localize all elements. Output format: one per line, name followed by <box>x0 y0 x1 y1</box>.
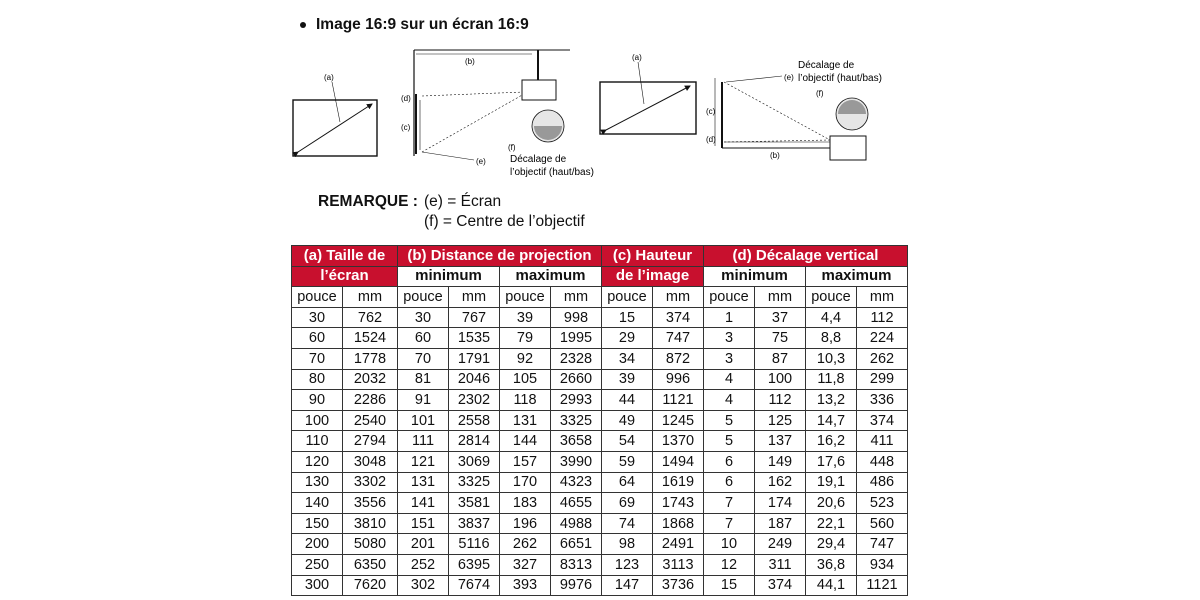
table-cell: 162 <box>755 472 806 493</box>
table-cell: 112 <box>857 307 908 328</box>
table-cell: 110 <box>292 431 343 452</box>
table-cell: 3556 <box>343 493 398 514</box>
table-cell: 170 <box>500 472 551 493</box>
table-row <box>292 369 908 390</box>
table-cell: 150 <box>292 513 343 534</box>
table-cell: 872 <box>653 348 704 369</box>
table-cell: 8,8 <box>806 328 857 349</box>
table-cell: 123 <box>602 554 653 575</box>
table-cell: 2558 <box>449 410 500 431</box>
table-cell: 4 <box>704 390 755 411</box>
table-cell: 302 <box>398 575 449 596</box>
table-cell: 3990 <box>551 451 602 472</box>
table-cell: 81 <box>398 369 449 390</box>
table-cell: 4988 <box>551 513 602 534</box>
table-cell: 20,6 <box>806 493 857 514</box>
label-b: (b) <box>465 57 475 66</box>
table-cell: 5 <box>704 431 755 452</box>
table-cell: 448 <box>857 451 908 472</box>
table-cell: 147 <box>602 575 653 596</box>
table-cell: 3736 <box>653 575 704 596</box>
label-e: (e) <box>784 73 794 82</box>
table-cell: 327 <box>500 554 551 575</box>
table-cell: 2814 <box>449 431 500 452</box>
table-cell: 7 <box>704 513 755 534</box>
table-cell: 262 <box>500 534 551 555</box>
table-cell: 100 <box>292 410 343 431</box>
table-cell: 560 <box>857 513 908 534</box>
table-cell: 1121 <box>653 390 704 411</box>
ceiling-mount-diagram <box>280 44 600 184</box>
table-cell: 131 <box>398 472 449 493</box>
offset-label-line1: Décalage de <box>510 154 567 165</box>
table-cell: 3658 <box>551 431 602 452</box>
table-cell: 196 <box>500 513 551 534</box>
table-cell: 74 <box>602 513 653 534</box>
header-screen-size-2: l’écran <box>292 266 398 287</box>
table-cell: 2032 <box>343 369 398 390</box>
remark-note <box>318 192 585 232</box>
table-cell: 7 <box>704 493 755 514</box>
label-d: (d) <box>401 94 411 103</box>
table-cell: 3113 <box>653 554 704 575</box>
table-cell: 998 <box>551 307 602 328</box>
table-cell: 17,6 <box>806 451 857 472</box>
header-image-height-2: de l’image <box>602 266 704 287</box>
unit-cell: mm <box>343 287 398 308</box>
table-cell: 3325 <box>449 472 500 493</box>
table-cell: 140 <box>292 493 343 514</box>
table-cell: 13,2 <box>806 390 857 411</box>
unit-cell: pouce <box>602 287 653 308</box>
table-cell: 374 <box>653 307 704 328</box>
table-cell: 39 <box>602 369 653 390</box>
table-cell: 3325 <box>551 410 602 431</box>
table-cell: 523 <box>857 493 908 514</box>
table-cell: 112 <box>755 390 806 411</box>
table-cell: 2491 <box>653 534 704 555</box>
remark-line1: (e) = Écran <box>424 193 502 210</box>
table-cell: 4,4 <box>806 307 857 328</box>
table-cell: 336 <box>857 390 908 411</box>
unit-row <box>292 287 908 308</box>
table-cell: 100 <box>755 369 806 390</box>
table-cell: 1121 <box>857 575 908 596</box>
table-cell: 2660 <box>551 369 602 390</box>
table-cell: 30 <box>398 307 449 328</box>
header-screen-size: (a) Taille de <box>292 246 398 267</box>
heading-text: Image 16:9 sur un écran 16:9 <box>316 16 529 33</box>
table-cell: 4655 <box>551 493 602 514</box>
table-cell: 29,4 <box>806 534 857 555</box>
label-d: (d) <box>706 135 716 144</box>
header-offset-max: maximum <box>806 266 908 287</box>
table-cell: 118 <box>500 390 551 411</box>
label-c: (c) <box>706 107 716 116</box>
table-row <box>292 493 908 514</box>
label-c: (c) <box>401 123 411 132</box>
table-cell: 1370 <box>653 431 704 452</box>
table-cell: 2302 <box>449 390 500 411</box>
table-cell: 9976 <box>551 575 602 596</box>
table-cell: 5 <box>704 410 755 431</box>
table-cell: 5116 <box>449 534 500 555</box>
table-cell: 3810 <box>343 513 398 534</box>
table-cell: 6 <box>704 451 755 472</box>
table-cell: 2328 <box>551 348 602 369</box>
table-cell: 91 <box>398 390 449 411</box>
table-cell: 131 <box>500 410 551 431</box>
table-cell: 411 <box>857 431 908 452</box>
offset-label-line2: l’objectif (haut/bas) <box>510 167 594 178</box>
table-cell: 6651 <box>551 534 602 555</box>
table-cell: 393 <box>500 575 551 596</box>
table-cell: 1995 <box>551 328 602 349</box>
table-cell: 311 <box>755 554 806 575</box>
floor-mount-diagram <box>598 44 900 174</box>
table-cell: 79 <box>500 328 551 349</box>
section-heading <box>300 16 529 34</box>
table-row <box>292 451 908 472</box>
table-cell: 1 <box>704 307 755 328</box>
table-cell: 1535 <box>449 328 500 349</box>
table-cell: 92 <box>500 348 551 369</box>
table-cell: 6350 <box>343 554 398 575</box>
table-cell: 2993 <box>551 390 602 411</box>
table-cell: 747 <box>653 328 704 349</box>
table-cell: 4 <box>704 369 755 390</box>
table-cell: 15 <box>602 307 653 328</box>
header-image-height: (c) Hauteur <box>602 246 704 267</box>
table-cell: 37 <box>755 307 806 328</box>
table-cell: 30 <box>292 307 343 328</box>
table-cell: 69 <box>602 493 653 514</box>
label-f: (f) <box>508 143 516 152</box>
header-distance-min: minimum <box>398 266 500 287</box>
table-cell: 1245 <box>653 410 704 431</box>
table-cell: 80 <box>292 369 343 390</box>
table-cell: 105 <box>500 369 551 390</box>
table-cell: 10,3 <box>806 348 857 369</box>
table-cell: 49 <box>602 410 653 431</box>
table-row <box>292 348 908 369</box>
unit-cell: mm <box>857 287 908 308</box>
table-cell: 374 <box>755 575 806 596</box>
table-cell: 11,8 <box>806 369 857 390</box>
unit-cell: pouce <box>398 287 449 308</box>
table-cell: 3837 <box>449 513 500 534</box>
table-row <box>292 472 908 493</box>
unit-cell: pouce <box>500 287 551 308</box>
table-cell: 12 <box>704 554 755 575</box>
table-row <box>292 307 908 328</box>
table-row <box>292 513 908 534</box>
table-cell: 60 <box>292 328 343 349</box>
unit-cell: mm <box>755 287 806 308</box>
unit-cell: mm <box>551 287 602 308</box>
table-cell: 767 <box>449 307 500 328</box>
table-cell: 3302 <box>343 472 398 493</box>
table-row <box>292 328 908 349</box>
table-cell: 4323 <box>551 472 602 493</box>
table-cell: 1868 <box>653 513 704 534</box>
unit-cell: pouce <box>292 287 343 308</box>
label-b: (b) <box>770 151 780 160</box>
table-cell: 1778 <box>343 348 398 369</box>
table-cell: 7620 <box>343 575 398 596</box>
table-cell: 101 <box>398 410 449 431</box>
table-cell: 2286 <box>343 390 398 411</box>
table-cell: 7674 <box>449 575 500 596</box>
table-cell: 64 <box>602 472 653 493</box>
unit-cell: pouce <box>806 287 857 308</box>
table-cell: 60 <box>398 328 449 349</box>
table-cell: 262 <box>857 348 908 369</box>
table-cell: 762 <box>343 307 398 328</box>
table-cell: 19,1 <box>806 472 857 493</box>
unit-cell: pouce <box>704 287 755 308</box>
header-projection-distance: (b) Distance de projection <box>398 246 602 267</box>
table-cell: 111 <box>398 431 449 452</box>
table-cell: 149 <box>755 451 806 472</box>
table-cell: 183 <box>500 493 551 514</box>
table-cell: 1494 <box>653 451 704 472</box>
table-cell: 3069 <box>449 451 500 472</box>
table-cell: 6395 <box>449 554 500 575</box>
table-cell: 36,8 <box>806 554 857 575</box>
table-cell: 141 <box>398 493 449 514</box>
table-cell: 137 <box>755 431 806 452</box>
header-vertical-offset: (d) Décalage vertical <box>704 246 908 267</box>
table-cell: 22,1 <box>806 513 857 534</box>
table-cell: 2794 <box>343 431 398 452</box>
table-cell: 1619 <box>653 472 704 493</box>
table-cell: 1791 <box>449 348 500 369</box>
table-cell: 70 <box>292 348 343 369</box>
unit-cell: mm <box>449 287 500 308</box>
label-e: (e) <box>476 157 486 166</box>
table-cell: 2046 <box>449 369 500 390</box>
table-cell: 98 <box>602 534 653 555</box>
table-cell: 90 <box>292 390 343 411</box>
table-cell: 747 <box>857 534 908 555</box>
bullet-icon <box>300 22 306 28</box>
table-cell: 1524 <box>343 328 398 349</box>
projection-distance-table <box>291 245 908 596</box>
table-cell: 252 <box>398 554 449 575</box>
label-f: (f) <box>816 89 824 98</box>
table-cell: 3 <box>704 328 755 349</box>
table-cell: 2540 <box>343 410 398 431</box>
table-cell: 6 <box>704 472 755 493</box>
table-cell: 224 <box>857 328 908 349</box>
table-row <box>292 575 908 596</box>
table-cell: 44,1 <box>806 575 857 596</box>
table-cell: 70 <box>398 348 449 369</box>
table-cell: 187 <box>755 513 806 534</box>
table-cell: 44 <box>602 390 653 411</box>
table-cell: 201 <box>398 534 449 555</box>
table-cell: 34 <box>602 348 653 369</box>
table-cell: 249 <box>755 534 806 555</box>
table-cell: 121 <box>398 451 449 472</box>
table-cell: 120 <box>292 451 343 472</box>
table-cell: 29 <box>602 328 653 349</box>
table-cell: 87 <box>755 348 806 369</box>
table-cell: 125 <box>755 410 806 431</box>
offset-label-line2: l’objectif (haut/bas) <box>798 73 882 84</box>
table-row <box>292 431 908 452</box>
offset-label-line1: Décalage de <box>798 60 855 71</box>
table-cell: 3581 <box>449 493 500 514</box>
table-cell: 8313 <box>551 554 602 575</box>
table-cell: 54 <box>602 431 653 452</box>
table-cell: 934 <box>857 554 908 575</box>
table-cell: 5080 <box>343 534 398 555</box>
table-cell: 157 <box>500 451 551 472</box>
table-cell: 300 <box>292 575 343 596</box>
table-cell: 299 <box>857 369 908 390</box>
table-cell: 59 <box>602 451 653 472</box>
header-distance-max: maximum <box>500 266 602 287</box>
table-row <box>292 554 908 575</box>
table-cell: 374 <box>857 410 908 431</box>
table-row <box>292 390 908 411</box>
table-cell: 39 <box>500 307 551 328</box>
remark-label: REMARQUE : <box>318 193 418 210</box>
table-cell: 1743 <box>653 493 704 514</box>
label-a: (a) <box>632 53 642 62</box>
table-cell: 16,2 <box>806 431 857 452</box>
remark-line2: (f) = Centre de l’objectif <box>424 213 585 230</box>
table-cell: 200 <box>292 534 343 555</box>
unit-cell: mm <box>653 287 704 308</box>
table-cell: 10 <box>704 534 755 555</box>
table-cell: 250 <box>292 554 343 575</box>
header-offset-min: minimum <box>704 266 806 287</box>
table-cell: 144 <box>500 431 551 452</box>
table-cell: 130 <box>292 472 343 493</box>
table-cell: 3048 <box>343 451 398 472</box>
table-cell: 15 <box>704 575 755 596</box>
table-body <box>292 307 908 595</box>
table-cell: 3 <box>704 348 755 369</box>
table-cell: 996 <box>653 369 704 390</box>
table-cell: 174 <box>755 493 806 514</box>
table-cell: 151 <box>398 513 449 534</box>
table-row <box>292 534 908 555</box>
table-cell: 486 <box>857 472 908 493</box>
table-row <box>292 410 908 431</box>
table-cell: 14,7 <box>806 410 857 431</box>
table-cell: 75 <box>755 328 806 349</box>
label-a: (a) <box>324 73 334 82</box>
